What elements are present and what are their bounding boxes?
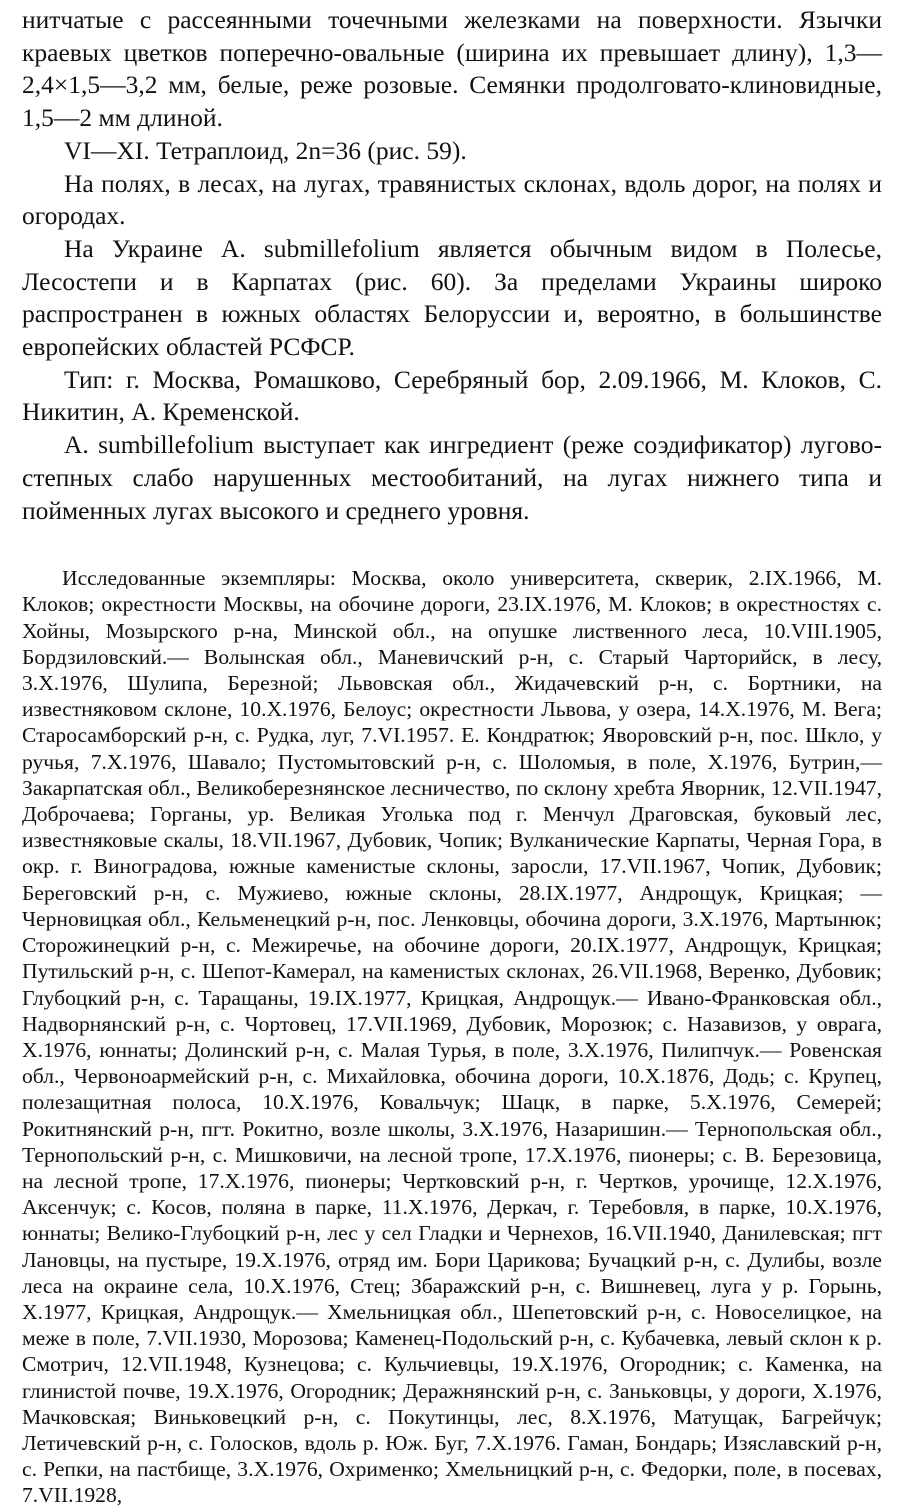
ecology-paragraph: A. sumbillefolium выступает как ингредиент (реже соэдификатор) лугово-степных слабо нарушенных местообитаний, на лугах нижнего типа и пойменных лугах высокого и среднего уровня. — [22, 430, 882, 525]
description-paragraph: нитчатые с рассеянными точечными железками на поверхности. Язычки краевых цветков поперечно-овальные (ширина их превышает длину), 1,3—2,4×1,5—3,2 мм, белые, реже розовые. Семянки продолговато-клиновидные, 1,5—2 мм длиной. — [22, 5, 882, 133]
type-paragraph: Тип: г. Москва, Ромашково, Серебряный бор, 2.09.1966, М. Клоков, С. Никитин, А. Кременской. — [22, 364, 882, 427]
flowering-paragraph: VI—XI. Тетраплоид, 2n=36 (рис. 59). — [64, 135, 467, 165]
distribution-paragraph: На Украине A. submillefolium является обычным видом в Полесье, Лесостепи и в Карпатах (рис. 60). За пределами Украины широко распространен в южных областях Белоруссии и, вероятно, в большинстве европейских областей РСФСР. — [22, 233, 882, 362]
main-text-block — [22, 4, 882, 527]
habitat-paragraph: На полях, в лесах, на лугах, травянистых склонах, вдоль дорог, на полях и огородах. — [22, 168, 882, 231]
specimens-paragraph: Исследованные экземпляры: Москва, около университета, скверик, 2.IX.1966, М. Клоков; окрестности Москвы, на обочине дороги, 23.IX.1976, М. Клоков; в окрестностях с. Хойны, Мозырского р-на, Минской обл., на опушке лиственного леса, 10.VIII.1905, Бордзиловский.— Волынская обл., Маневичский р-н, с. Старый Чарторийск, в лесу, 3.X.1976, Шулипа, Березной; Львовская обл., Жидачевский р-н, с. Бортники, на известняковом склоне, 10.X.1976, Белоус; окрестности Львова, у озера, 14.X.1976, М. Вега; Старосамборский р-н, с. Рудка, луг, 7.VI.1957. Е. Кондратюк; Яворовский р-н, пос. Шкло, у ручья, 7.X.1976, Шавало; Пустомытовский р-н, с. Шоломыя, в поле, X.1976, Бутрин,— Закарпатская обл., Великоберезнянское лесничество, по склону хребта Яворник, 12.VII.1947, Доброчаева; Горганы, ур. Великая Уголька под г. Менчул Драговская, буковый лес, известняковые скалы, 18.VII.1967, Дубовик, Чопик; Вулканические Карпаты, Черная Гора, в окр. г. Виноградова, южные каменистые склоны, заросли, 17.VII.1967, Чопик, Дубовик; Береговский р-н, с. Мужиево, южные склоны, 28.IX.1977, Андрощук, Крицкая; — Черновицкая обл., Кельменецкий р-н, пос. Ленковцы, обочина дороги, 3.X.1976, Мартынюк; Сторожинецкий р-н, с. Межиречье, на обочине дороги, 20.IX.1977, Андрощук, Крицкая; Путильский р-н, с. Шепот-Камерал, на каменистых склонах, 26.VII.1968, Веренко, Дубовик; Глубоцкий р-н, с. Таращаны, 19.IX.1977, Крицкая, Андрощук.— Ивано-Франковская обл., Надворнянский р-н, с. Чортовец, 17.VII.1969, Дубовик, Морозюк; с. Назавизов, у оврага, X.1976, юннаты; Долинский р-н, с. Малая Турья, в поле, 3.X.1976, Пилипчук.— Ровенская обл., Червоноармейский р-н, с. Михайловка, обочина дороги, 10.X.1876, Додь; с. Крупец, полезащитная полоса, 10.X.1976, Ковальчук; Шацк, в парке, 5.X.1976, Семерей; Рокитнянский р-н, пгт. Рокитно, возле школы, 3.X.1976, Назаришин.— Тернопольская обл., Тернопольский р-н, с. Мишковичи, на лесной тропе, 17.X.1976, пионеры; с. В. Березовица, на лесной тропе, 17.X.1976, пионеры; Чертковский р-н, г. Чертков, урочище, 12.X.1976, Аксенчук; с. Косов, поляна в парке, 11.X.1976, Деркач, г. Теребовля, в парке, 10.X.1976, юннаты; Велико-Глубоцкий р-н, лес у сел Гладки и Чернехов, 16.VII.1940, Данилевская; пгт Лановцы, на пустыре, 19.X.1976, отряд им. Бори Царикова; Бучацкий р-н, с. Дулибы, возле леса на окраине села, 10.X.1976, Стец; Збаражский р-н, с. Вишневец, луга у р. Горынь, X.1977, Крицкая, Андрощук.— Хмельницкая обл., Шепетовский р-н, с. Новоселицкое, на меже в поле, 7.VII.1930, Морозова; Каменец-Подольский р-н, с. Кубачевка, левый склон к р. Смотрич, 12.VII.1948, Кузнецова; с. Кульчиевцы, 19.X.1976, Огородник; с. Каменка, на глинистой почве, 19.X.1976, Огородник; Деражнянский р-н, с. Заньковцы, у дороги, X.1976, Мачковская; Виньковецкий р-н, с. Покутинцы, лес, 8.X.1976, Матущак, Багрейчук; Летичевский р-н, с. Голосков, вдоль р. Юж. Буг, 7.X.1976. Гаман, Бондарь; Изяславский р-н, с. Репки, на пастбище, 3.X.1976, Охрименко; Хмельницкий р-н, с. Федорки, поле, в посевах, 7.VII.1928, — [22, 566, 882, 1508]
